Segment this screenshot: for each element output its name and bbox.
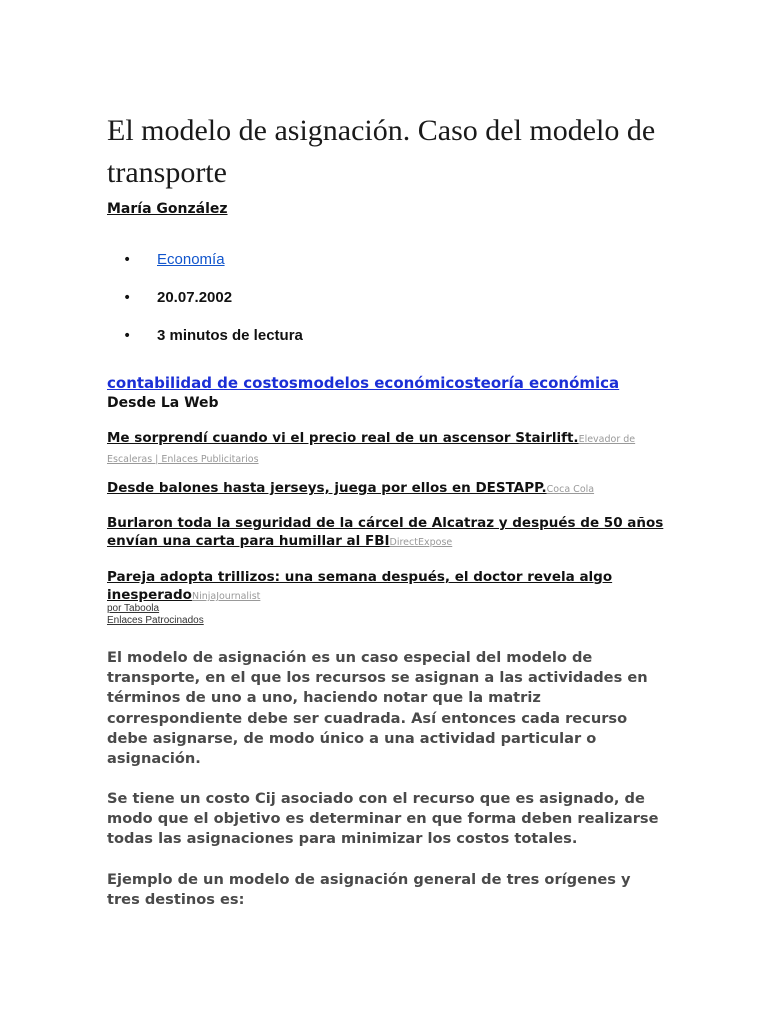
sponsored-item[interactable]	[107, 429, 667, 469]
body-paragraph: El modelo de asignación es un caso especial del modelo de transporte, en el que los recursos se asignan a las actividades en términos de uno a uno, haciendo notar que la matriz correspondiente debe ser cuadrada. Así entonces cada recurso debe asignarse, de modo único a una actividad particular o asignación.	[107, 649, 648, 768]
sponsored-headline[interactable]: Desde balones hasta jerseys, juega por ellos en DESTAPP.	[107, 480, 547, 496]
read-time: 3 minutos de lectura	[157, 327, 303, 344]
article-title: El modelo de asignación. Caso del modelo de transporte	[107, 114, 656, 189]
sponsored-source[interactable]: Elevador de Escaleras | Enlaces Publicitarios	[107, 434, 636, 465]
author-link[interactable]: María González	[107, 201, 228, 217]
taboola-attribution	[107, 603, 204, 627]
sponsored-label-link[interactable]: Enlaces Patrocinados	[107, 615, 204, 626]
sponsored-headline[interactable]: Pareja adopta trillizos: una semana después, el doctor revela algo inesperado	[107, 569, 613, 603]
sponsored-source[interactable]: Coca Cola	[546, 484, 595, 495]
meta-category	[107, 250, 507, 288]
article-meta-list	[107, 250, 507, 364]
sponsored-item[interactable]	[107, 479, 667, 499]
sponsored-headline[interactable]: Me sorprendí cuando vi el precio real de un ascensor Stairlift.	[107, 430, 579, 446]
sponsored-item[interactable]	[107, 514, 667, 552]
publish-date: 20.07.2002	[157, 289, 233, 306]
body-paragraph: Ejemplo de un modelo de asignación general de tres orígenes y tres destinos es:	[107, 871, 631, 909]
sponsored-source[interactable]: DirectExpose	[389, 537, 453, 548]
sponsored-source[interactable]: NinjaJournalist	[191, 591, 261, 602]
sponsored-item[interactable]	[107, 568, 667, 606]
body-paragraph: Se tiene un costo Cij asociado con el recurso que es asignado, de modo que el objetivo es determinar en que forma deben realizarse todas las asignaciones para minimizar los costos totales.	[107, 790, 659, 848]
meta-date	[107, 288, 507, 326]
taboola-link[interactable]: por Taboola	[107, 603, 160, 614]
category-link[interactable]: Economía	[157, 251, 225, 268]
tag-links[interactable]: contabilidad de costosmodelos económicosteoría económica	[107, 374, 620, 392]
sponsored-header: Desde La Web	[107, 395, 219, 411]
meta-read-time	[107, 326, 507, 364]
sponsored-headline[interactable]: Burlaron toda la seguridad de la cárcel de Alcatraz y después de 50 años envían una carta para humillar al FBI	[107, 515, 664, 549]
